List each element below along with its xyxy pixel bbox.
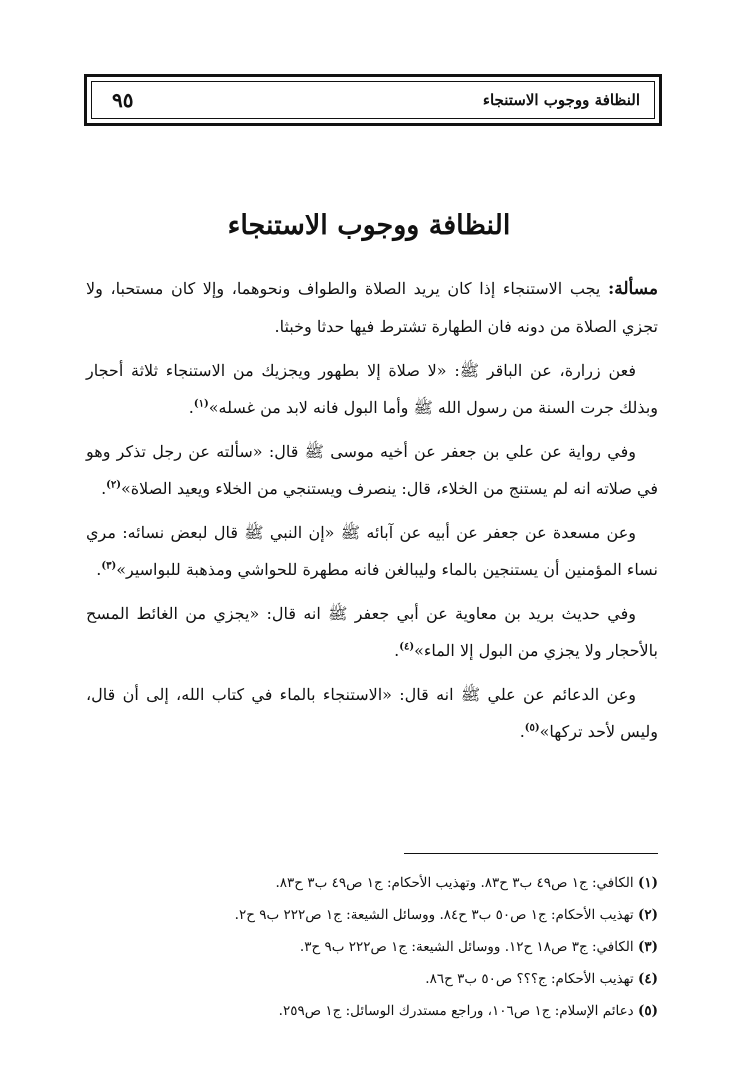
footnote-text: تهذيب الأحكام: ج١ ص٥٠ ب٣ ح٨٤. ووسائل الشيعة: ج١ ص٢٢٢ ب٩ ح٢. bbox=[234, 907, 634, 923]
footnote-number: (٥) bbox=[637, 1003, 658, 1019]
paragraph-3-text: وفي رواية عن علي بن جعفر عن أخيه موسى ﷺ قال: «سألته عن رجل تذكر وهو في صلاته انه لم يستنج من الخلاء، قال: ينصرف ويستنجي من الخلاء ويعيد الصلاة» bbox=[86, 442, 658, 498]
chapter-title: النظافة ووجوب الاستنجاء bbox=[227, 210, 511, 241]
issue-label: مسألة: bbox=[607, 279, 658, 299]
footnote-number: (٤) bbox=[637, 971, 658, 987]
paragraph-2-text: فعن زرارة، عن الباقر ﷺ: «لا صلاة إلا بطهور ويجزيك من الاستنجاء ثلاثة أحجار وبذلك جرت السنة من رسول الله ﷺ وأما البول فانه لابد من غسله» bbox=[86, 361, 658, 417]
running-header-title: النظافة ووجوب الاستنجاء bbox=[482, 91, 640, 109]
footnote-text: دعائم الإسلام: ج١ ص١٠٦، وراجع مستدرك الوسائل: ج١ ص٢٥٩. bbox=[278, 1003, 634, 1019]
paragraph-5: وفي حديث بريد بن معاوية عن أبي جعفر ﷺ انه قال: «يجزي من الغائط المسح بالأحجار ولا يجزي من البول إلا الماء»$^{(٤)}$. bbox=[86, 604, 658, 660]
paragraph-3: وفي رواية عن علي بن جعفر عن أخيه موسى ﷺ قال: «سألته عن رجل تذكر وهو في صلاته انه لم يستنج من الخلاء، قال: ينصرف ويستنجي من الخلاء ويعيد الصلاة»$^{(٢)}$. bbox=[86, 442, 658, 498]
footnote-ref-3[interactable]: (٣) bbox=[101, 560, 117, 572]
paragraph-6-text: وعن الدعائم عن علي ﷺ انه قال: «الاستنجاء بالماء في كتاب الله، إلى أن قال، وليس لأحد تركها» bbox=[86, 685, 658, 741]
footnote-number: (١) bbox=[637, 875, 658, 891]
paragraph-4: وعن مسعدة عن جعفر عن أبيه عن آبائه ﷺ «إن النبي ﷺ قال لبعض نسائه: مري نساء المؤمنين أن يستنجين بالماء وليبالغن فانه مطهرة للحواشي ومذهبة للبواسير»$^{(٣)}$. bbox=[86, 523, 658, 579]
footnote-1 bbox=[86, 867, 658, 899]
footnote-ref-1[interactable]: (١) bbox=[193, 398, 209, 410]
paragraph-1 bbox=[86, 270, 658, 345]
paragraph-6: وعن الدعائم عن علي ﷺ انه قال: «الاستنجاء بالماء في كتاب الله، إلى أن قال، وليس لأحد تركها»$^{(٥)}$. bbox=[86, 685, 658, 741]
footnote-number: (٢) bbox=[637, 907, 658, 923]
page-number: ٩٥ bbox=[112, 88, 134, 112]
footnotes bbox=[86, 867, 658, 1027]
footnote-5 bbox=[86, 995, 658, 1027]
paragraph-2: فعن زرارة، عن الباقر ﷺ: «لا صلاة إلا بطهور ويجزيك من الاستنجاء ثلاثة أحجار وبذلك جرت السنة من رسول الله ﷺ وأما البول فانه لابد من غسله»$^{(١)}$. bbox=[86, 361, 658, 417]
footnote-ref-2[interactable]: (٢) bbox=[106, 479, 121, 491]
running-header-inner bbox=[91, 81, 655, 119]
footnote-separator bbox=[404, 853, 658, 854]
paragraph-4-text: وعن مسعدة عن جعفر عن أبيه عن آبائه ﷺ «إن النبي ﷺ قال لبعض نسائه: مري نساء المؤمنين أن يستنجين بالماء وليبالغن فانه مطهرة للحواشي ومذهبة للبواسير» bbox=[86, 523, 658, 579]
paragraph-5-text: وفي حديث بريد بن معاوية عن أبي جعفر ﷺ انه قال: «يجزي من الغائط المسح بالأحجار ولا يجزي من البول إلا الماء» bbox=[86, 604, 658, 660]
footnote-ref-5[interactable]: (٥) bbox=[524, 722, 540, 734]
footnote-text: الكافي: ج٣ ص١٨ ح١٢. ووسائل الشيعة: ج١ ص٢٢٢ ب٩ ح٣. bbox=[299, 939, 634, 955]
footnote-number: (٣) bbox=[637, 939, 658, 955]
footnote-ref-4[interactable]: (٤) bbox=[399, 641, 415, 653]
body-text bbox=[86, 270, 658, 757]
footnote-text: تهذيب الأحكام: ج؟؟؟ ص٥٠ ب٣ ح٨٦. bbox=[425, 971, 634, 987]
footnote-4 bbox=[86, 963, 658, 995]
footnote-2 bbox=[86, 899, 658, 931]
footnote-text: الكافي: ج١ ص٤٩ ب٣ ح٨٣. وتهذيب الأحكام: ج١ ص٤٩ ب٣ ح٨٣. bbox=[275, 875, 634, 891]
footnote-3 bbox=[86, 931, 658, 963]
running-header bbox=[84, 74, 662, 126]
paragraph-1-text: يجب الاستنجاء إذا كان يريد الصلاة والطواف ونحوهما، وإلا كان مستحبا، ولا تجزي الصلاة من دونه فان الطهارة تشترط فيها حدثا وخبثا. bbox=[86, 279, 658, 336]
